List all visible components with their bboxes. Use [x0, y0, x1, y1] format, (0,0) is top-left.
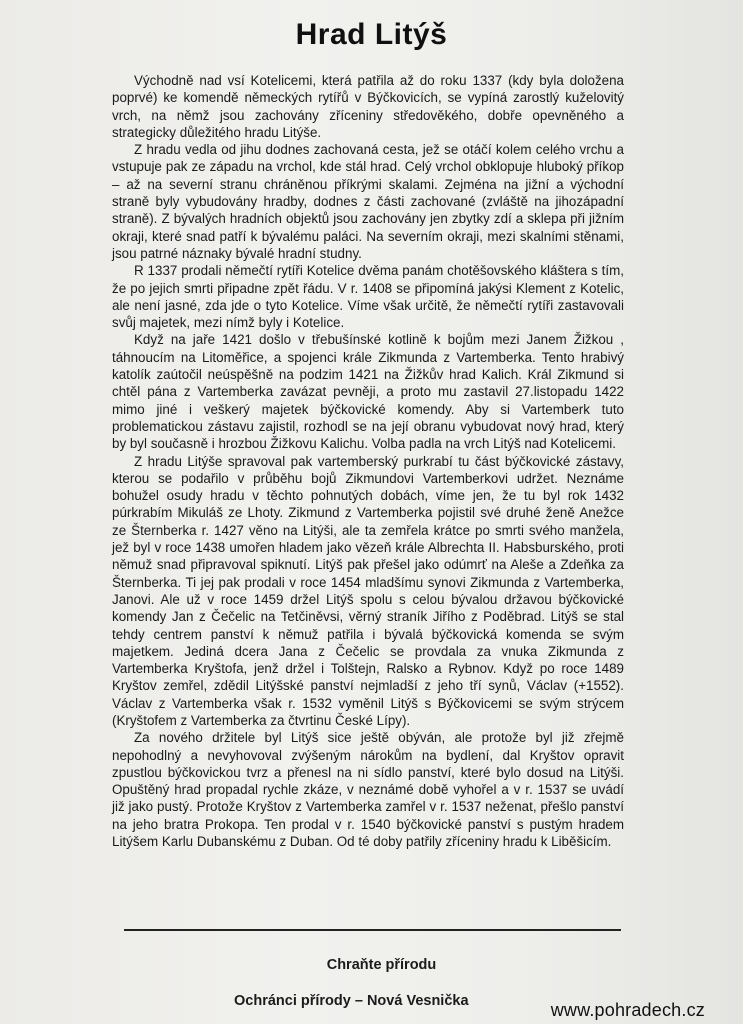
footer-organization: Ochránci přírody – Nová Vesnička — [234, 993, 469, 1009]
paragraph-3: R 1337 prodali němečtí rytíři Kotelice dvěma panám chotěšovského kláštera s tím, že po jejich smrti připadne zpět řádu. V r. 1408 se připomíná jakýsi Klement z Kotelic, ale není jasné, zda jde o tyto Kotelice. Víme však určitě, že němečtí rytíři zastavovali svůj majetek, mezi nímž byly i Kotelice. — [112, 263, 624, 331]
article-body — [112, 72, 624, 850]
paragraph-4: Když na jaře 1421 došlo v třebušínské kotlině k bojům mezi Janem Žižkou , táhnoucím na Litoměřice, a spojenci krále Zikmunda z Vartemberka. Tento hrabivý katolík zaútočil neúspěšně na podzim 1421 na Žižkův hrad Kalich. Král Zikmund si chtěl pána z Vartemberka zavázat pevněji, a proto mu zastavil 27.listopadu 1422 mimo jiné i veškerý majetek býčkovické komendy. Aby si Vartemberk tuto problematickou zástavu zajistil, rozhodl se na její obranu vybudovat nový hrad, který by byl současně i hrozbou Žižkovu Kalichu. Volba padla na vrch Litýš nad Kotelicemi. — [112, 332, 624, 452]
page-title: Hrad Litýš — [295, 18, 448, 51]
paragraph-2: Z hradu vedla od jihu dodnes zachovaná cesta, jež se otáčí kolem celého vrchu a vstupuje pak ze západu na vrchol, kde stál hrad. Celý vrchol obklopuje hluboký příkop – až na severní stranu chráněnou příkrými skalami. Zejména na jižní a východní straně byly vybudovány hradby, dodnes z části zachované (zvláště na jihozápadní straně). Z bývalých hradních objektů jsou zachovány jen zbytky zdí a sklepa při jižním okraji, které snad patří k bývalému paláci. Na severním okraji, mezi skalními stěnami, jsou patrné náznaky bývalé hradní studny. — [112, 142, 624, 261]
paragraph-1: Východně nad vsí Kotelicemi, která patřila až do roku 1337 (kdy byla doložena poprvé) ke komendě německých rytířů v Býčkovicích, se vypíná zarostlý kuželovitý vrch, na němž jsou zachovány zříceniny středověkého, dobře opevněného a strategicky důležitého hradu Litýše. — [112, 73, 624, 140]
paragraph-6: Za nového držitele byl Litýš sice ještě obýván, ale protože byl již zřejmě nepohodlný a nevyhovoval zvýšeným nárokům na bydlení, dal Kryštov opravit zpustlou býčkovickou tvrz a přenesl na ni sídlo panství, které bylo dosud na Litýši. Opuštěný hrad propadal rychle zkáze, v neznámé době vyhořel a v r. 1537 se uvádí již jako pustý. Protože Kryštov z Vartemberka zamřel v r. 1537 neženat, přešlo panství na jeho bratra Prokopa. Ten prodal v r. 1540 býčkovické panství s pustým hradem Litýšem Karlu Dubanskému z Duban. Od té doby patřily zříceniny hradu k Liběšicím. — [112, 730, 624, 850]
paragraph-5: Z hradu Litýše spravoval pak vartemberský purkrabí tu část býčkovické zástavy, kterou se podařilo v průběhu bojů Zikmundovi Vartemberkovi udržet. Neznáme bohužel osudy hradu v těchto pohnutých dobách, víme jen, že tu byl rok 1432 púrkrabím Mikuláš ze Lhoty. Zikmund z Vartemberka pojistil své druhé ženě Anežce ze Šternberka r. 1427 věno na Litýši, ale ta zemřela krátce po smrti svého manžela, jež byl v roce 1438 umořen hladem jako vězeň krále Albrechta II. Habsburského, proti němuž snad připravoval spiknutí. Litýš pak přešel jako odúmrť na Aleše a Zdeňka za Šternberka. Ti jej pak prodali v roce 1454 mladšímu synovi Zikmunda z Vartemberka, Janovi. Ale už v roce 1459 držel Litýš spolu s celou bývalou državou býčkovické komendy Jan z Čečelic na Tetčiněvsi, věrný straník Jiřího z Poděbrad. Litýš se stal tehdy centrem panství k němuž patřila i bývalá býčkovická komenda se svým majetkem. Jediná dcera Jana z Čečelic se provdala za vnuka Zikmunda z Vartemberka Kryštofa, jenž držel i Tolštejn, Ralsko a Rybnov. Když po roce 1489 Kryštov zemřel, zdědil Litýšské panství nejmladší z jeho tří synů, Václav (+1552). Václav z Vartemberka však r. 1532 vyměnil Litýš s Býčkovicemi se svým strýcem (Kryštofem z Vartemberka za čtvrtinu České Lípy). — [112, 453, 624, 728]
divider-line — [124, 929, 621, 931]
website-watermark: www.pohradech.cz — [550, 1000, 705, 1020]
footer-slogan: Chraňte přírodu — [326, 957, 437, 973]
